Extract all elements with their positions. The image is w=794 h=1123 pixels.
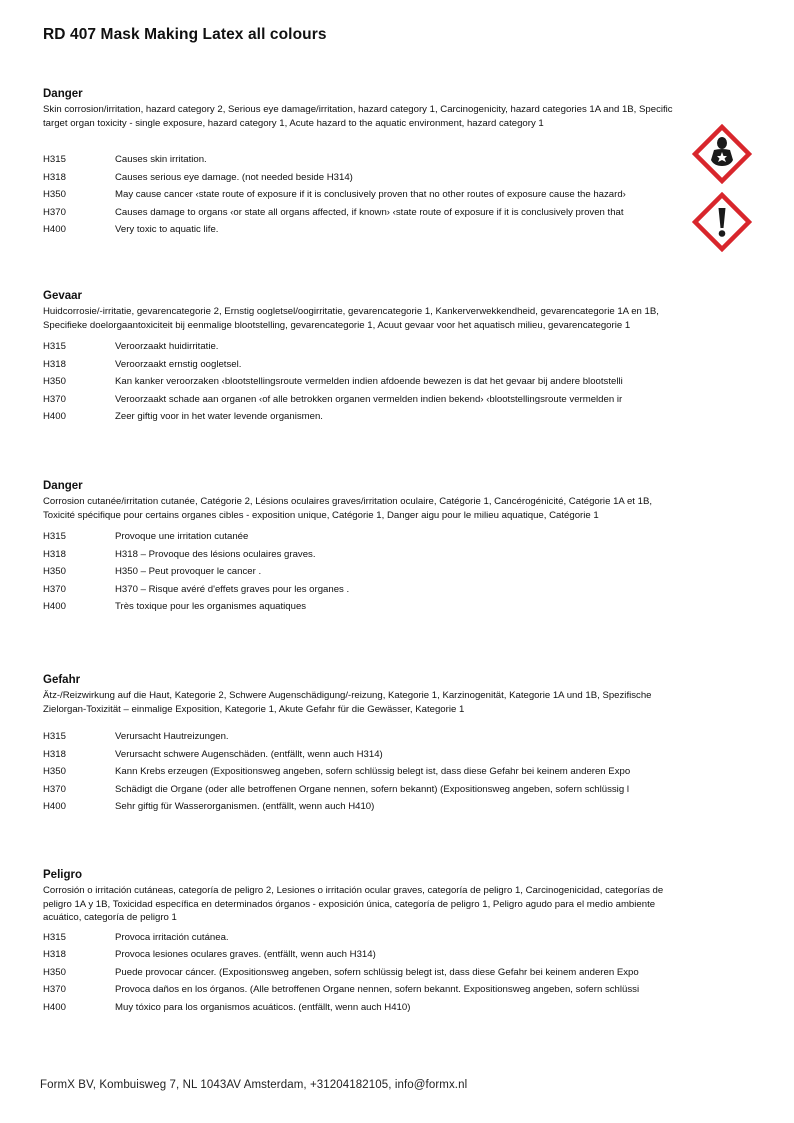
h-code: H400 (43, 411, 66, 422)
h-code: H315 (43, 931, 66, 943)
h-code: H318 (43, 358, 66, 370)
h-code: H318 (43, 548, 66, 560)
hazard-statement (43, 151, 668, 169)
hazard-statement (43, 964, 668, 982)
h-text: Causes damage to organs ‹or state all organs affected, if known› ‹state route of exposure if it is conclusively proven that (115, 206, 624, 218)
classification-text: Skin corrosion/irritation, hazard category 2, Serious eye damage/irritation, hazard category 1, Carcinogenicity, hazard categories 1A and 1B, Specific target organ toxicity - single exposure, hazard category 1, Acute hazard to the aquatic environment, hazard category 1 (43, 104, 673, 129)
hazard-statement (43, 391, 668, 409)
h-text: Verursacht schwere Augenschäden. (entfällt, wenn auch H314) (115, 748, 383, 760)
h-text: Veroorzaakt huidirritatie. (115, 341, 219, 352)
hazard-statement (43, 338, 668, 356)
h-text: Kann Krebs erzeugen (Expositionsweg angeben, sofern schlüssig belegt ist, dass diese Gefahr bei keinem anderen Expo (115, 766, 631, 777)
signal-word: Gevaar (43, 290, 83, 302)
hazard-statement (43, 798, 668, 816)
h-code: H350 (43, 566, 66, 577)
hazard-statement (43, 546, 668, 564)
hazard-section-es (43, 869, 673, 1016)
signal-word: Danger (43, 480, 83, 492)
hazard-statement (43, 946, 668, 964)
hazard-section-de (43, 674, 673, 816)
h-text: Provoca daños en los órganos. (Alle betroffenen Organe nennen, sofern bekannt. Expositionsweg angeben, sofern schlüssi (115, 984, 640, 995)
document-title: RD 407 Mask Making Latex all colours (43, 26, 327, 43)
h-text: May cause cancer ‹state route of exposure if it is conclusively proven that no other routes of exposure cause the hazard› (115, 189, 626, 200)
hazard-section-en (43, 88, 673, 239)
health-hazard-icon (692, 124, 752, 184)
h-code: H370 (43, 783, 66, 795)
h-text: Veroorzaakt ernstig oogletsel. (115, 358, 242, 370)
hazard-statement (43, 373, 668, 391)
h-text: Very toxic to aquatic life. (115, 224, 219, 235)
hazard-statement-list (43, 151, 673, 239)
signal-word: Danger (43, 88, 83, 100)
hazard-statement (43, 763, 668, 781)
h-code: H350 (43, 966, 66, 978)
hazard-statement (43, 186, 668, 204)
hazard-statement (43, 528, 668, 546)
h-text: Causes skin irritation. (115, 154, 207, 165)
ghs-pictograms (692, 124, 756, 260)
h-code: H400 (43, 601, 66, 612)
h-text: Provoca lesiones oculares graves. (entfällt, wenn auch H314) (115, 949, 376, 960)
hazard-statement (43, 408, 668, 426)
h-code: H350 (43, 766, 66, 777)
h-text: Provoca irritación cutánea. (115, 931, 229, 943)
hazard-statement (43, 581, 668, 599)
hazard-section-nl (43, 290, 673, 426)
h-text: Verursacht Hautreizungen. (115, 731, 229, 742)
classification-text: Ätz-/Reizwirkung auf die Haut, Kategorie 2, Schwere Augenschädigung/-reizung, Kategorie 1, Karzinogenität, Kategorie 1A und 1B, Spezifische Zielorgan-Toxizität – einmalige Exposition, Kategorie 1, Akute Gefahr für die Gewässer, Kategorie 1 (43, 690, 652, 715)
h-text: Provoque une irritation cutanée (115, 531, 249, 542)
hazard-statement (43, 169, 668, 187)
hazard-statement-list (43, 929, 673, 1017)
signal-word: Peligro (43, 869, 82, 881)
h-code: H370 (43, 393, 66, 405)
h-text: H350 – Peut provoquer le cancer . (115, 566, 262, 577)
h-code: H350 (43, 376, 66, 387)
h-code: H318 (43, 171, 66, 183)
hazard-statement-list (43, 528, 673, 616)
hazard-statement (43, 728, 668, 746)
hazard-statement-list (43, 728, 673, 816)
h-code: H370 (43, 206, 66, 218)
h-code: H400 (43, 1001, 66, 1013)
hazard-statement-list (43, 338, 673, 426)
h-code: H350 (43, 189, 66, 200)
company-footer: FormX BV, Kombuisweg 7, NL 1043AV Amsterdam, +31204182105, info@formx.nl (40, 1079, 468, 1091)
hazard-statement (43, 356, 668, 374)
h-text: Muy tóxico para los organismos acuáticos. (entfällt, wenn auch H410) (115, 1001, 411, 1013)
h-code: H318 (43, 748, 66, 760)
hazard-statement (43, 929, 668, 947)
h-code: H318 (43, 949, 66, 960)
h-text: Schädigt die Organe (oder alle betroffenen Organe nennen, sofern bekannt) (Expositionsweg angeben, sofern schlüssig l (115, 783, 629, 795)
h-code: H400 (43, 801, 66, 812)
hazard-statement (43, 781, 668, 799)
hazard-statement (43, 999, 668, 1017)
hazard-section-fr (43, 480, 673, 616)
h-code: H400 (43, 224, 66, 235)
h-text: H370 – Risque avéré d'effets graves pour les organes . (115, 583, 350, 595)
classification-text: Corrosion cutanée/irritation cutanée, Catégorie 2, Lésions oculaires graves/irritation oculaire, Catégorie 1, Cancérogénicité, Catégorie 1A et 1B, Toxicité spécifique pour certains organes cibles - exposition unique, Catégorie 1, Danger aigu pour le milieu aquatique, Catégorie 1 (43, 496, 653, 521)
h-code: H315 (43, 341, 66, 352)
hazard-statement (43, 563, 668, 581)
h-text: Kan kanker veroorzaken ‹blootstellingsroute vermelden indien afdoende bewezen is dat het gevaar bij andere blootstelli (115, 376, 623, 387)
h-text: Sehr giftig für Wasserorganismen. (entfällt, wenn auch H410) (115, 801, 375, 812)
h-text: Veroorzaakt schade aan organen ‹of alle betrokken organen vermelden indien bekend› ‹blootstellingsroute vermelden ir (115, 393, 623, 405)
hazard-statement (43, 221, 668, 239)
h-text: H318 – Provoque des lésions oculaires graves. (115, 548, 316, 560)
hazard-statement (43, 981, 668, 999)
signal-word: Gefahr (43, 674, 81, 686)
classification-text: Corrosión o irritación cutáneas, categoría de peligro 2, Lesiones o irritación ocular graves, categoría de peligro 1, Carcinogenicidad, categorías de peligro 1A y 1B, Toxicidad específica en determinados órganos - exposición única, categoría de peligro 1, Peligro agudo para el medio ambiente acuático, categoría de peligro 1 (43, 885, 664, 923)
classification-text: Huidcorrosie/-irritatie, gevarencategorie 2, Ernstig oogletsel/oogirritatie, gevarencategorie 1, Kankerverwekkendheid, gevarencategorie 1A en 1B, Specifieke doelorgaantoxiciteit bij eenmalige blootstelling, gevarencategorie 1, Acuut gevaar voor het aquatisch milieu, gevarencategorie 1 (43, 306, 659, 331)
h-text: Puede provocar cáncer. (Expositionsweg angeben, sofern schlüssig belegt ist, dass diese Gefahr bei keinem anderen Expo (115, 966, 639, 978)
h-text: Zeer giftig voor in het water levende organismen. (115, 411, 323, 422)
hazard-statement (43, 598, 668, 616)
h-code: H370 (43, 583, 66, 595)
hazard-statement (43, 746, 668, 764)
h-code: H315 (43, 731, 66, 742)
h-text: Causes serious eye damage. (not needed beside H314) (115, 171, 353, 183)
hazard-statement (43, 204, 668, 222)
h-code: H315 (43, 154, 66, 165)
h-text: Très toxique pour les organismes aquatiques (115, 601, 307, 612)
h-code: H315 (43, 531, 66, 542)
exclamation-mark-icon (692, 192, 752, 252)
h-code: H370 (43, 984, 66, 995)
